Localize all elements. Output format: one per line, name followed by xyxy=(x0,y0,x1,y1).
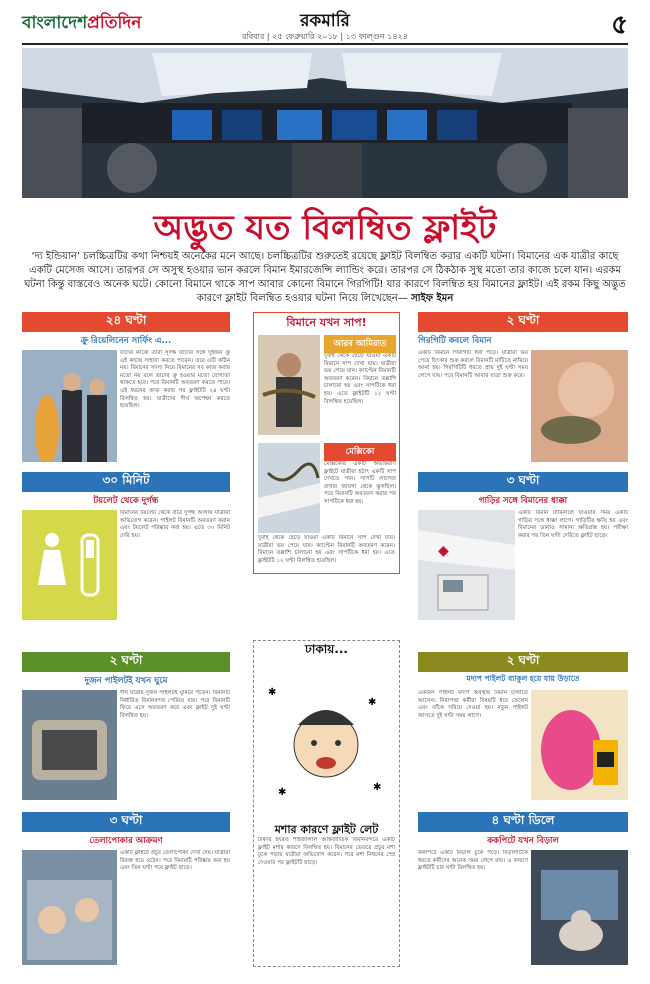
story-box-8 xyxy=(418,652,628,802)
box-8-photo xyxy=(531,690,628,800)
box-4-body: বিমানের টয়লেট থেকে তীব্র দুর্গন্ধ আসায় যাত্রীরা অভিযোগ করেন। পাইলট বিমানটি অবতরণ করান এবং টয়লেট পরিষ্কার করা হয়। এতে ৩০ মিনিট দেরি হয়। xyxy=(120,510,230,539)
box-10-photo xyxy=(531,850,628,965)
intro-text: ‘দ্য ইন্ডিয়ান’ চলচ্চিত্রটির কথা নিশ্চয়ই অনেকের মনে আছে। চলচ্চিত্রটির শুরুতেই রয়েছে ফ্লাইট বিলম্বিত করার একটি ঘটনা। বিমানের এক যাত্রীর কাছে একটি মেসেজ আসে। তারপর সে অসুস্থ হওয়ার ভান করলে বিমান ইমারজেন্সি ল্যান্ডিং করে। তারপর সে ঠিকঠাক সুস্থ মতো তার কাজে চলে যান। এরকম ঘটনা কিন্তু বাস্তবেও অনেক ঘটে। কোনো বিমানে থাকে সাপ আবার কোনো বিমানে গিরগিটি! যার কারণে বিলম্বিত হয় বিমানের ফ্লাইট। এই রকম কিছু অদ্ভুত কারণে ফ্লাইট বিলম্বিত হওয়ার ঘটনা নিয়ে লিখেছেন— xyxy=(24,251,626,304)
box-6-photo xyxy=(22,690,117,800)
box-1-body: যাঁদের কাজে তারা সুদক্ষ তাঁদের সঙ্গে দুইজন ক্রু এই কাজে সাহায্য করতে পারেন। তবে এটি কঠিন নয়। বিমানের সদস্য নিয়ে বিমানের সব কাজ করার মতো নয় বলে তাদের ক্রু হওয়ার মতো যোগ্যতা থাকতে হবে। পরে বিমানটি অবতরণ করতে পারে। এই ধরনের কাজ করার পর ফ্লাইটটি ২৪ ঘণ্টা বিলম্বিত হয়। যাত্রীদের দীর্ঘ অপেক্ষা করতে হয়েছিল। xyxy=(120,350,230,410)
masthead-name-1: বাংলাদেশ xyxy=(22,13,88,33)
box-5-body: একটি বিমান টার্মিনালে যাওয়ার সময় একটি গাড়ির সঙ্গে ধাক্কা লাগে। গাড়িটির ক্ষতি হয় এবং বিমানের ডানাও সামান্য ক্ষতিগ্রস্ত হয়। পরীক্ষা করার পর তিন ঘণ্টা দেরিতে ফ্লাইট ছাড়ে। xyxy=(518,510,628,539)
box-2-subtitle-2: মেক্সিকো xyxy=(324,443,396,461)
box-9-body: একটি ফ্লাইটে প্রচুর তেলাপোকা দেখা দেয়। যাত্রীরা বিরক্ত হয়ে ওঠেন। পরে বিমানটি পরিষ্কার করা হয় এবং তিন ঘণ্টা পরে ফ্লাইট ছাড়ে। xyxy=(120,850,230,872)
box-8-header: ২ ঘণ্টা xyxy=(418,652,628,672)
header-rule xyxy=(22,43,628,45)
box-5-photo xyxy=(418,510,515,620)
story-box-5 xyxy=(418,472,628,632)
box-2-body-1: দুবাই থেকে ছেড়ে যাওয়া একটি বিমানে সাপ দেখা যায়। যাত্রীরা ভয় পেয়ে যান। ক্যাপ্টেন বিমানটি অবতরণ করেন। বিমানে তল্লাশি চালানো হয় এবং সাপটিকে ধরা হয়। এতে ফ্লাইটটি ১২ ঘণ্টা বিলম্বিত হয়েছিল। xyxy=(324,353,396,405)
box-6-body: দীর্ঘ যাত্রায় দুজন পাইলটই ঘুমিয়ে পড়েন। বিমানটি নির্ধারিত বিমানবন্দর পেরিয়ে যায়। পরে বিমানটি ফিরে এসে অবতরণ করে এবং ফ্লাইট দুই ঘণ্টা বিলম্বিত হয়। xyxy=(120,690,230,719)
masthead-name-2: প্রতিদিন xyxy=(87,13,142,33)
story-box-4 xyxy=(22,472,230,632)
box-3-subtitle: গিরগিটি কবলে বিমান xyxy=(418,336,492,346)
box-1-photo xyxy=(22,350,117,462)
intro-paragraph xyxy=(24,250,626,306)
story-box-3 xyxy=(418,312,628,462)
box-7-body: ঢাকার হযরত শাহজালাল আন্তর্জাতিক বিমানবন্দরে একটি ফ্লাইট মশার কারণে বিলম্বিত হয়। বিমানের ভেতরে প্রচুর মশা ঢুকে পড়ায় যাত্রীরা অভিযোগ করেন। পরে মশা নিধনের স্প্রে দেওয়ার পর ফ্লাইটটি ছাড়ে। xyxy=(258,837,395,866)
box-10-body: ককপিটে একটি বিড়াল ঢুকে পড়ে। বিড়ালটিকে ধরতে কর্মীদের অনেক সময় লেগে যায়। এ কারণে ফ্লাইটটি চার ঘণ্টা বিলম্বিত হয়। xyxy=(418,850,528,872)
box-6-header: ২ ঘণ্টা xyxy=(22,652,230,672)
box-8-subtitle: মদ্যপ পাইলট ব্যাকুল হয়ে যায় উড়াতে xyxy=(466,674,580,683)
box-6-subtitle: দুজন পাইলটই যখন ঘুমে xyxy=(84,676,168,686)
box-4-header: ৩০ মিনিট xyxy=(22,472,230,492)
box-2-photo-2 xyxy=(258,443,320,533)
box-7-header: ঢাকায়... xyxy=(254,641,399,661)
cockpit-photo xyxy=(22,48,628,198)
box-10-subtitle: ককপিটে যখন বিড়াল xyxy=(487,836,559,846)
svg-text:✱: ✱ xyxy=(373,782,382,793)
story-box-6 xyxy=(22,652,230,802)
section-title: রকমারি xyxy=(300,11,350,31)
box-4-subtitle: টয়লেট থেকে দুর্গন্ধ xyxy=(93,496,159,506)
svg-text:✱: ✱ xyxy=(368,697,377,708)
issue-date: রবিবার | ২৫ ফেব্রুয়ারি ২০১৮ | ১৩ ফাল্গুন ১৪২৪ xyxy=(242,32,408,41)
box-2-footer-text: দুবাই থেকে ছেড়ে যাওয়া একটি বিমানে সাপ দেখা যায়। যাত্রীরা ভয় পেয়ে যান। ক্যাপ্টেন বিমানটি অবতরণ করেন। বিমানে তল্লাশি চালানো হয় এবং সাপটিকে ধরা হয়। এতে ফ্লাইটটি ১২ ঘণ্টা বিলম্বিত হয়েছিল। xyxy=(258,535,395,564)
box-10-header: ৪ ঘণ্টা ডিলে xyxy=(418,812,628,832)
box-4-photo xyxy=(22,510,117,620)
box-9-photo xyxy=(22,850,117,965)
box-3-photo xyxy=(531,350,628,462)
box-3-body: একটি বিমানে গিরগিটি ধরা পড়ে। যাত্রীরা ভয় পেয়ে চিৎকার শুরু করলে বিমানটি মাটিতে নামিয়ে আনা হয়। গিরগিটিটি ধরতে প্রায় দুই ঘণ্টা সময় লেগে যায়। পরে বিমানটি আবার যাত্রা শুরু করে। xyxy=(418,350,528,379)
svg-text:✱: ✱ xyxy=(278,787,287,798)
box-5-header: ৩ ঘণ্টা xyxy=(418,472,628,492)
box-2-subtitle-1: আরব আমিরাত xyxy=(324,335,396,353)
story-box-1 xyxy=(22,312,230,462)
story-box-2 xyxy=(253,312,400,574)
box-7-subtitle: মশার কারণে ফ্লাইট লেট xyxy=(274,823,379,836)
box-1-header: ২৪ ঘণ্টা xyxy=(22,312,230,332)
box-2-header: বিমানে যখন সাপ! xyxy=(254,313,399,333)
story-box-7 xyxy=(253,640,400,967)
story-box-10 xyxy=(418,812,628,967)
box-5-subtitle: গাড়ির সঙ্গে বিমানের ধাক্কা xyxy=(478,496,568,506)
box-2-body-2: মেক্সিকোর একটি অভ্যন্তরীণ ফ্লাইটে যাত্রীরা হঠাৎ একটি সাপ দেখতে পান। সাপটি লাগেজ রাখার জায়গা থেকে ঝুলছিল। পরে বিমানটি অবতরণ করার পর সাপটিকে ধরা হয়। xyxy=(324,461,396,505)
box-1-subtitle: ক্রু রিয়েলিনেন সার্ফিং এ... xyxy=(80,336,172,346)
page-number: ৫ xyxy=(611,10,628,40)
byline: সাইফ ইমন xyxy=(411,293,454,304)
box-9-subtitle: তেলাপোকার আক্রমণ xyxy=(89,836,163,846)
masthead xyxy=(22,10,141,38)
box-7-illustration xyxy=(258,665,395,815)
svg-text:◆: ◆ xyxy=(438,543,449,559)
box-9-header: ৩ ঘণ্টা xyxy=(22,812,230,832)
main-title: অদ্ভুত যত বিলম্বিত ফ্লাইট xyxy=(153,208,497,248)
box-2-photo-1 xyxy=(258,335,320,435)
svg-text:✱: ✱ xyxy=(268,687,277,698)
story-box-9 xyxy=(22,812,230,967)
box-8-body: একজন পাইলট মদ্যপ অবস্থায় বিমান চালাতে আসেন। নিরাপত্তা কর্মীরা বিষয়টি ধরে ফেলেন এবং তাঁকে সরিয়ে দেওয়া হয়। নতুন পাইলট আসতে দুই ঘণ্টা সময় লাগে। xyxy=(418,690,528,719)
box-3-header: ২ ঘণ্টা xyxy=(418,312,628,332)
